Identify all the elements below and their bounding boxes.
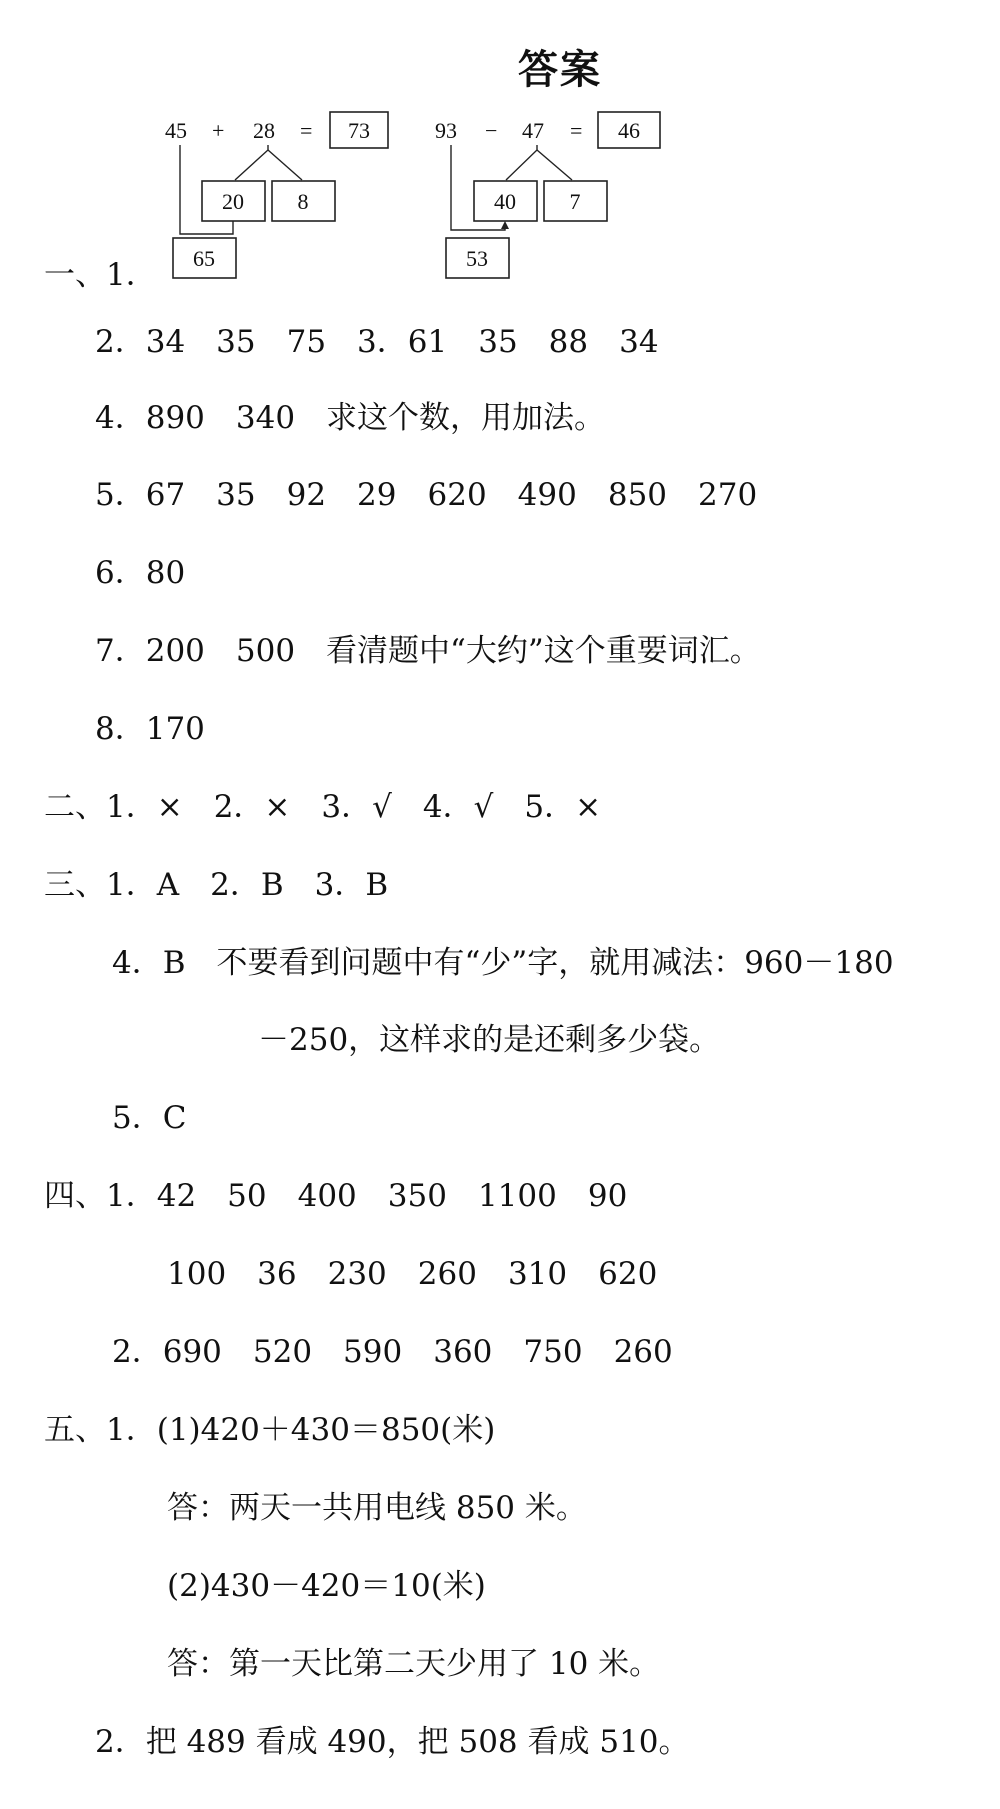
s4-q1-line1: 四、1．42 50 400 350 1100 90 — [44, 1178, 628, 1214]
sub-operand-a: 93 — [435, 118, 457, 143]
add-operator: + — [212, 118, 225, 143]
add-operand-b: 28 — [253, 118, 275, 143]
s3-q4-line1: 4．B 不要看到问题中有“少”字，就用减法：960－180 — [112, 945, 894, 981]
sub-operator: − — [485, 118, 498, 143]
s2-answers: 二、1．× 2．× 3．√ 4．√ 5．× — [44, 789, 602, 825]
sub-combine-line — [451, 145, 505, 230]
s1-q4: 4．890 340 求这个数，用加法。 — [95, 400, 606, 436]
s1-q8: 8．170 — [95, 711, 205, 747]
s1-q7: 7．200 500 看清题中“大约”这个重要词汇。 — [95, 633, 761, 669]
add-partial: 65 — [193, 246, 215, 271]
s5-q1-answer2: 答：第一天比第二天少用了 10 米。 — [167, 1646, 661, 1682]
addition-diagram — [165, 112, 388, 278]
add-split2: 8 — [297, 189, 309, 214]
s4-q1-line2: 100 36 230 260 310 620 — [167, 1256, 658, 1292]
sub-split2: 7 — [569, 189, 581, 214]
s3-q4-line2: －250，这样求的是还剩多少袋。 — [258, 1022, 721, 1058]
add-operand-a: 45 — [165, 118, 187, 143]
s4-q2: 2．690 520 590 360 750 260 — [112, 1334, 673, 1370]
sub-operand-b: 47 — [522, 118, 544, 143]
sub-equals: = — [570, 118, 583, 143]
s5-q1-line2: (2)430－420＝10(米) — [167, 1568, 486, 1604]
s3-q1: 三、1．A 2．B 3．B — [44, 867, 389, 903]
s3-q5: 5．C — [112, 1100, 187, 1136]
add-split1: 20 — [222, 189, 244, 214]
s5-q2: 2．把 489 看成 490，把 508 看成 510。 — [95, 1724, 690, 1760]
add-split-line-right — [268, 150, 302, 180]
s1-q1: 一、1． — [44, 257, 157, 293]
s1-q6: 6．80 — [95, 555, 186, 591]
add-result: 73 — [348, 118, 370, 143]
sub-split-line-left — [506, 145, 537, 180]
sub-arrow-head — [501, 221, 509, 229]
s5-q1-answer1: 答：两天一共用电线 850 米。 — [167, 1490, 587, 1526]
s1-q2: 2．34 35 75 3．61 35 88 34 — [95, 324, 659, 360]
add-split-line-left — [235, 145, 268, 180]
sub-split-line-right — [537, 150, 572, 180]
add-equals: = — [300, 118, 313, 143]
subtraction-diagram — [435, 112, 660, 278]
s5-q1-line1: 五、1．(1)420＋430＝850(米) — [44, 1412, 496, 1448]
s1-q5: 5．67 35 92 29 620 490 850 270 — [95, 477, 758, 513]
sub-partial: 53 — [466, 246, 488, 271]
sub-result: 46 — [618, 118, 640, 143]
sub-split1: 40 — [494, 189, 516, 214]
page-title: 答案 — [518, 47, 602, 93]
